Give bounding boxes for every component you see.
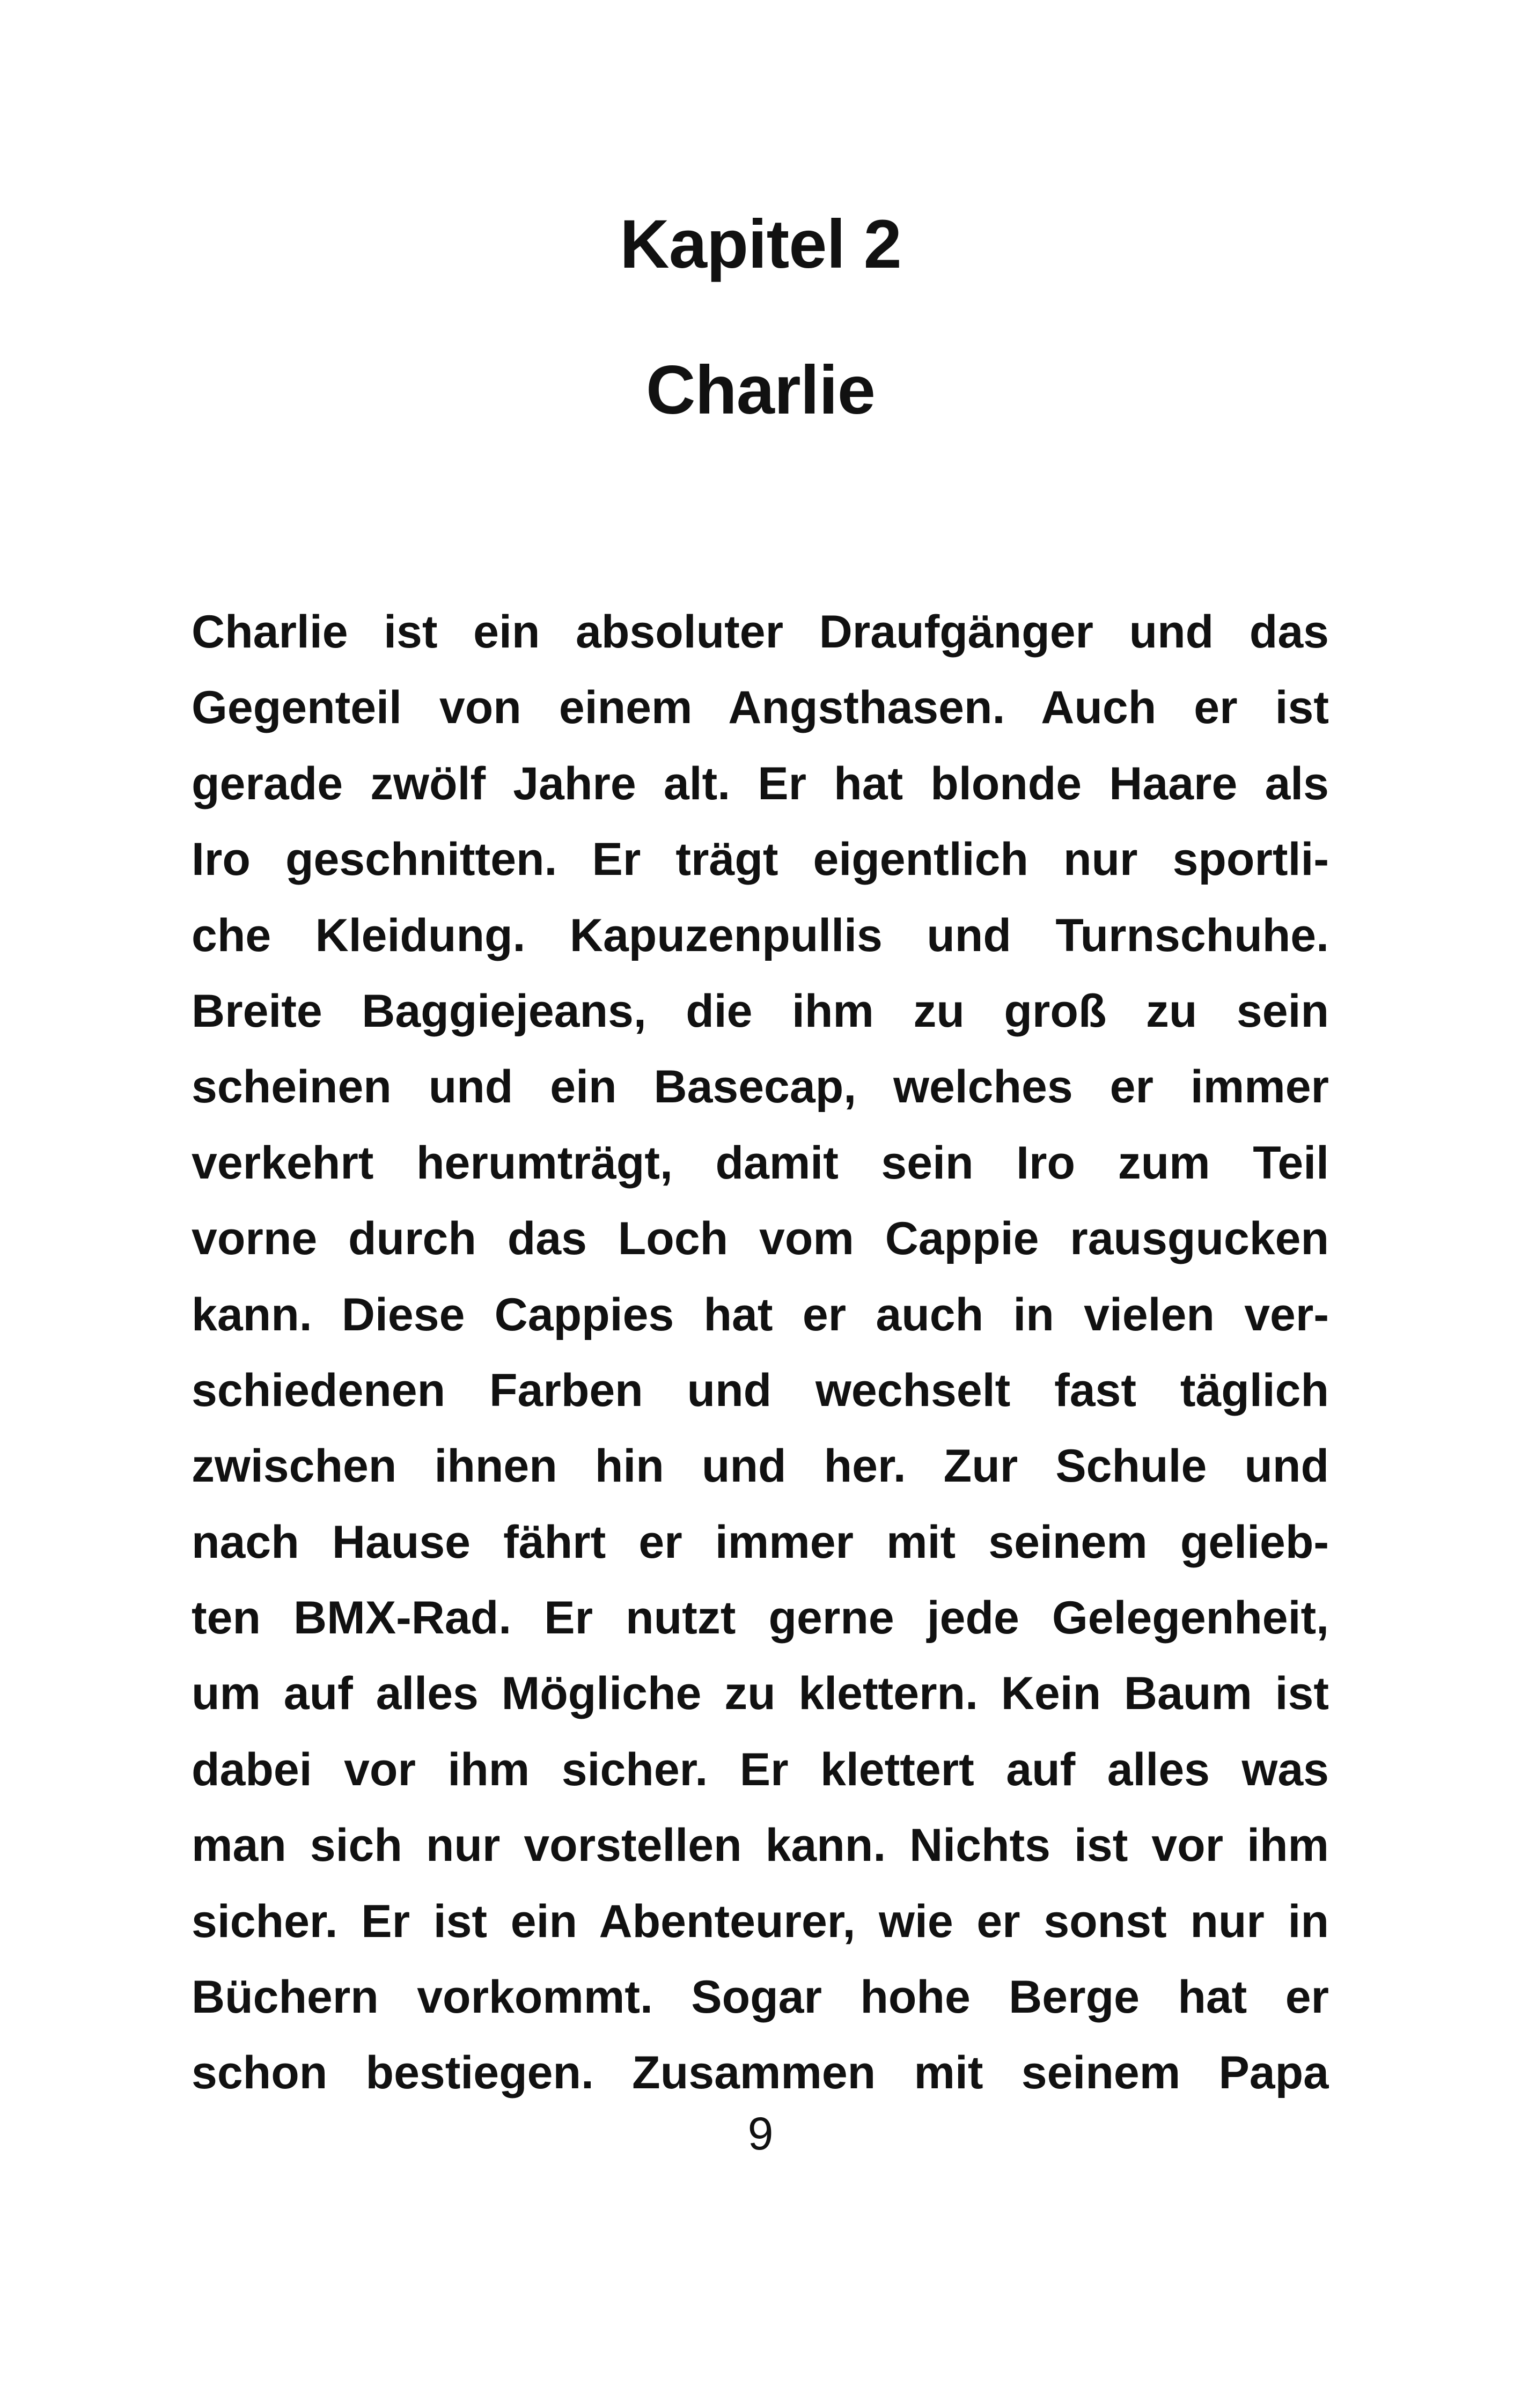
text-line: gerade zwölf Jahre alt. Er hat blonde Haare als	[192, 757, 1329, 809]
body-paragraph	[192, 605, 1329, 2122]
text-line: Gegenteil von einem Angsthasen. Auch er ist	[192, 682, 1329, 734]
text-line: verkehrt herumträgt, damit sein Iro zum Teil	[192, 1137, 1329, 1189]
page-number: 9	[747, 2108, 774, 2160]
text-line: scheinen und ein Basecap, welches er immer	[192, 1061, 1329, 1113]
text-line: schiedenen Farben und wechselt fast täglich	[192, 1364, 1329, 1416]
text-line: che Kleidung. Kapuzenpullis und Turnschuhe.	[192, 909, 1329, 961]
text-line: ten BMX-Rad. Er nutzt gerne jede Gelegenheit,	[192, 1592, 1329, 1644]
text-line: zwischen ihnen hin und her. Zur Schule und	[192, 1440, 1329, 1492]
text-line: nach Hause fährt er immer mit seinem gelieb-	[192, 1516, 1329, 1568]
text-line: Breite Baggiejeans, die ihm zu groß zu sein	[192, 985, 1329, 1037]
chapter-title-heading: Charlie	[646, 352, 875, 429]
chapter-number-heading: Kapitel 2	[620, 206, 901, 283]
text-line: dabei vor ihm sicher. Er klettert auf alles was	[192, 1743, 1329, 1795]
text-line: um auf alles Mögliche zu klettern. Kein Baum ist	[192, 1668, 1329, 1720]
text-line: vorne durch das Loch vom Cappie rausgucken	[192, 1213, 1329, 1265]
text-line: man sich nur vorstellen kann. Nichts ist vor ihm	[192, 1820, 1329, 1872]
text-line: sicher. Er ist ein Abenteurer, wie er sonst nur in	[192, 1895, 1329, 1947]
text-line: Charlie ist ein absoluter Draufgänger und das	[192, 606, 1329, 658]
text-line: Büchern vorkommt. Sogar hohe Berge hat er	[192, 1971, 1329, 2023]
text-line: schon bestiegen. Zusammen mit seinem Papa	[192, 2047, 1329, 2099]
text-line: Iro geschnitten. Er trägt eigentlich nur sportli-	[192, 834, 1329, 886]
text-line: kann. Diese Cappies hat er auch in vielen ver-	[192, 1288, 1329, 1341]
